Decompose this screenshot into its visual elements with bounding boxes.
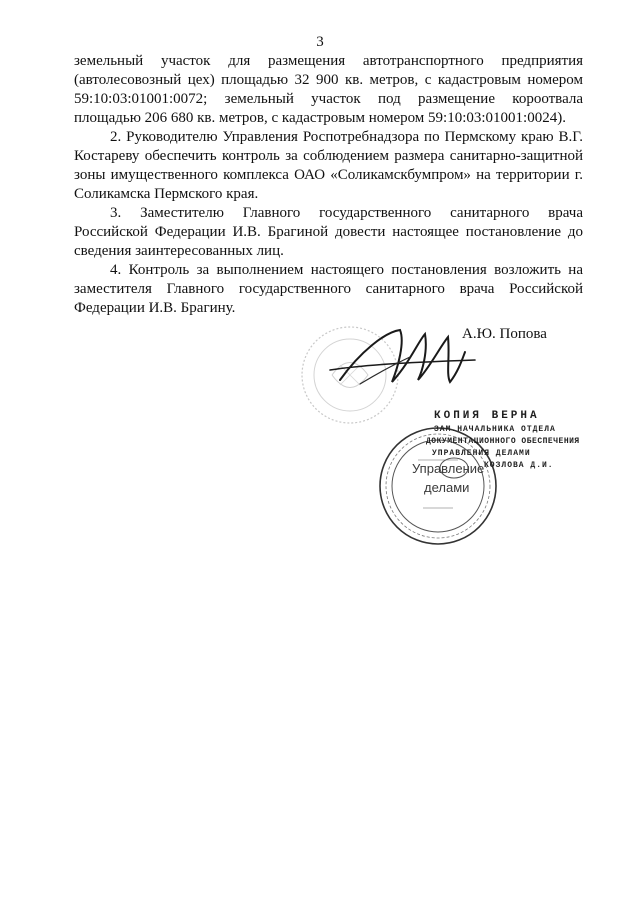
paragraph-3: 3. Заместителю Главного государственного санитарного врача Российской Федерации И.В. Брагиной довести настоящее постановление до сведения заинтересованных лиц. [74,205,583,259]
seal-center-text-2: делами [424,480,470,495]
signer-name: А.Ю. Попова [462,326,547,342]
document-body [74,52,583,318]
stamp-title: КОПИЯ ВЕРНА [434,410,540,422]
stamp-line-2: ЗАМ.НАЧАЛЬНИКА ОТДЕЛА [434,425,556,434]
page-number: 3 [316,34,324,50]
stamp-line-4: УПРАВЛЕНИЯ ДЕЛАМИ [432,449,531,458]
paragraph-continuation: земельный участок для размещения автотранспортного предприятия (автолесовозный цех) площадью 32 900 кв. метров, с кадастровым номером 59:10:03:01001:0072; земельный участок под размещение короотвала площадью 206 680 кв. метров, с кадастровым номером 59:10:03:01001:0024). [74,53,583,126]
paragraph-4: 4. Контроль за выполнением настоящего постановления возложить на заместителя Главного государственного санитарного врача Российской Федерации И.В. Брагину. [74,262,583,316]
stamp-line-3: ДОКУМЕНТАЦИОННОГО ОБЕСПЕЧЕНИЯ [426,437,580,446]
stamp-line-5: КОЗЛОВА Д.И. [484,461,554,470]
paragraph-2: 2. Руководителю Управления Роспотребнадзора по Пермскому краю В.Г. Костареву обеспечить контроль за соблюдением размера санитарно-защитной зоны имущественного комплекса ОАО «Соликамскбумпром» на территории г. Соликамска Пермского края. [74,129,583,202]
seal-center-text-1: Управление [412,461,485,476]
